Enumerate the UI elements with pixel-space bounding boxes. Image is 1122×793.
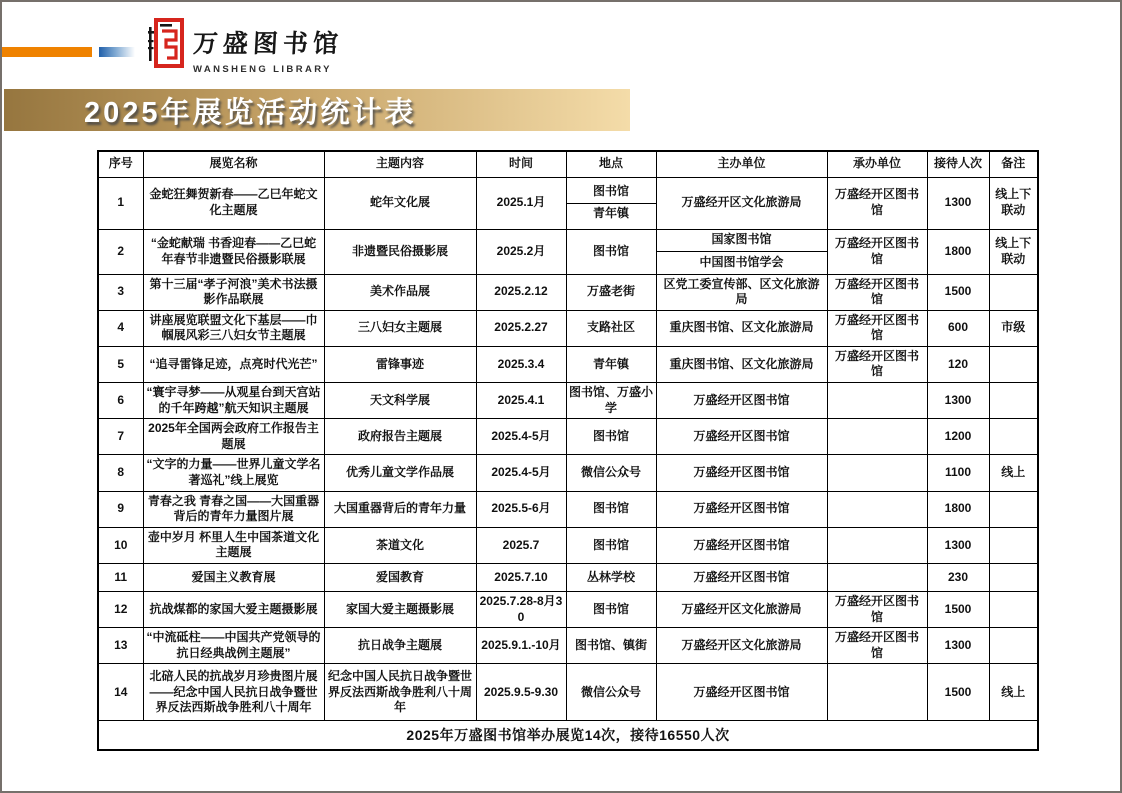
cell-no: 13 <box>98 628 143 664</box>
cell-name: 青春之我 青春之国——大国重器背后的青年力量图片展 <box>143 491 324 527</box>
table-row <box>98 310 1038 346</box>
cell-organizer: 万盛经开区图书馆 <box>827 310 927 346</box>
cell-organizer: 万盛经开区图书馆 <box>827 628 927 664</box>
column-header: 主题内容 <box>324 151 476 177</box>
cell-time: 2025.4-5月 <box>476 419 566 455</box>
cell-theme: 抗日战争主题展 <box>324 628 476 664</box>
cell-theme: 优秀儿童文学作品展 <box>324 455 476 491</box>
column-header: 时间 <box>476 151 566 177</box>
table-row <box>98 177 1038 229</box>
cell-visitors: 1200 <box>927 419 989 455</box>
cell-organizer <box>827 455 927 491</box>
cell-theme: 政府报告主题展 <box>324 419 476 455</box>
cell-host: 区党工委宣传部、区文化旅游局 <box>656 274 827 310</box>
library-seal-icon <box>148 18 184 73</box>
cell-location: 图书馆、镇街 <box>566 628 656 664</box>
cell-location: 万盛老街 <box>566 274 656 310</box>
cell-visitors: 1300 <box>927 383 989 419</box>
cell-location-part: 青年镇 <box>592 206 629 221</box>
cell-visitors: 1500 <box>927 664 989 721</box>
cell-time: 2025.3.4 <box>476 346 566 382</box>
cell-location: 图书馆 <box>566 229 656 274</box>
cell-no: 3 <box>98 274 143 310</box>
library-name-en: WANSHENG LIBRARY <box>193 64 332 75</box>
cell-host: 万盛经开区图书馆 <box>656 455 827 491</box>
cell-no: 6 <box>98 383 143 419</box>
orange-accent-bar <box>2 47 92 57</box>
cell-note: 线上 <box>989 455 1038 491</box>
cell-host: 万盛经开区文化旅游局 <box>656 177 827 229</box>
cell-host: 万盛经开区图书馆 <box>656 564 827 592</box>
cell-host: 重庆图书馆、区文化旅游局 <box>656 310 827 346</box>
cell-note <box>989 527 1038 563</box>
cell-visitors: 1500 <box>927 274 989 310</box>
page-title: 2025年展览活动统计表 <box>84 96 417 129</box>
cell-no: 4 <box>98 310 143 346</box>
cell-note <box>989 419 1038 455</box>
table-row <box>98 383 1038 419</box>
cell-theme: 天文科学展 <box>324 383 476 419</box>
cell-no: 5 <box>98 346 143 382</box>
cell-name: 金蛇狂舞贺新春——乙巳年蛇文化主题展 <box>143 177 324 229</box>
cell-organizer <box>827 564 927 592</box>
cell-location: 支路社区 <box>566 310 656 346</box>
cell-location-part: 图书馆 <box>567 181 656 204</box>
cell-location: 图书馆 <box>566 491 656 527</box>
cell-organizer: 万盛经开区图书馆 <box>827 592 927 628</box>
cell-location: 微信公众号 <box>566 455 656 491</box>
cell-note: 线上 <box>989 664 1038 721</box>
cell-name: “寰宇寻梦——从观星台到天宫站的千年跨越”航天知识主题展 <box>143 383 324 419</box>
cell-theme: 家国大爱主题摄影展 <box>324 592 476 628</box>
cell-no: 2 <box>98 229 143 274</box>
cell-host-part: 国家图书馆 <box>657 230 827 253</box>
cell-host: 万盛经开区图书馆 <box>656 527 827 563</box>
cell-host: 万盛经开区文化旅游局 <box>656 628 827 664</box>
column-header: 主办单位 <box>656 151 827 177</box>
cell-visitors: 1300 <box>927 628 989 664</box>
cell-organizer <box>827 383 927 419</box>
cell-location <box>566 177 656 229</box>
cell-theme: 蛇年文化展 <box>324 177 476 229</box>
cell-time: 2025.2月 <box>476 229 566 274</box>
blue-accent-bar <box>99 47 135 57</box>
cell-time: 2025.7.10 <box>476 564 566 592</box>
cell-host: 万盛经开区图书馆 <box>656 419 827 455</box>
table-header-row <box>98 151 1038 177</box>
cell-note <box>989 346 1038 382</box>
table-footer-row <box>98 721 1038 751</box>
cell-no: 7 <box>98 419 143 455</box>
cell-theme: 雷锋事迹 <box>324 346 476 382</box>
table-row <box>98 527 1038 563</box>
cell-organizer <box>827 664 927 721</box>
cell-name: 爱国主义教育展 <box>143 564 324 592</box>
cell-no: 14 <box>98 664 143 721</box>
column-header: 承办单位 <box>827 151 927 177</box>
table-row <box>98 664 1038 721</box>
cell-location: 图书馆 <box>566 419 656 455</box>
cell-location: 青年镇 <box>566 346 656 382</box>
cell-time: 2025.2.27 <box>476 310 566 346</box>
cell-name: “文字的力量——世界儿童文学名著巡礼”线上展览 <box>143 455 324 491</box>
cell-location: 丛林学校 <box>566 564 656 592</box>
table-footer-summary: 2025年万盛图书馆举办展览14次，接待16550人次 <box>98 721 1038 751</box>
cell-location: 微信公众号 <box>566 664 656 721</box>
cell-theme: 美术作品展 <box>324 274 476 310</box>
cell-time: 2025.4-5月 <box>476 455 566 491</box>
cell-theme: 爱国教育 <box>324 564 476 592</box>
table-row <box>98 628 1038 664</box>
cell-time: 2025.5-6月 <box>476 491 566 527</box>
cell-visitors: 1800 <box>927 491 989 527</box>
column-header: 展览名称 <box>143 151 324 177</box>
cell-host <box>656 229 827 274</box>
cell-name: 讲座展览联盟文化下基层——巾帼展风彩三八妇女节主题展 <box>143 310 324 346</box>
cell-note <box>989 383 1038 419</box>
table-row <box>98 592 1038 628</box>
cell-time: 2025.4.1 <box>476 383 566 419</box>
cell-theme: 茶道文化 <box>324 527 476 563</box>
cell-note <box>989 564 1038 592</box>
cell-name: 2025年全国两会政府工作报告主题展 <box>143 419 324 455</box>
table-row <box>98 564 1038 592</box>
cell-host: 万盛经开区图书馆 <box>656 383 827 419</box>
cell-no: 10 <box>98 527 143 563</box>
cell-name: “追寻雷锋足迹，点亮时代光芒” <box>143 346 324 382</box>
cell-no: 11 <box>98 564 143 592</box>
cell-organizer <box>827 491 927 527</box>
cell-organizer: 万盛经开区图书馆 <box>827 229 927 274</box>
cell-name: 壶中岁月 杯里人生中国茶道文化主题展 <box>143 527 324 563</box>
cell-name: 第十三届“孝子河浪”美术书法摄影作品联展 <box>143 274 324 310</box>
cell-visitors: 1100 <box>927 455 989 491</box>
library-logo <box>148 18 343 75</box>
cell-visitors: 1300 <box>927 527 989 563</box>
cell-name: 北碚人民的抗战岁月珍贵图片展——纪念中国人民抗日战争暨世界反法西斯战争胜利八十周年 <box>143 664 324 721</box>
table-row <box>98 346 1038 382</box>
table-row <box>98 455 1038 491</box>
table-row <box>98 491 1038 527</box>
cell-location: 图书馆、万盛小学 <box>566 383 656 419</box>
cell-visitors: 120 <box>927 346 989 382</box>
cell-visitors: 230 <box>927 564 989 592</box>
cell-no: 12 <box>98 592 143 628</box>
library-name-block <box>193 24 343 75</box>
title-banner <box>4 89 630 131</box>
cell-host: 万盛经开区图书馆 <box>656 664 827 721</box>
cell-visitors: 600 <box>927 310 989 346</box>
column-header: 接待人次 <box>927 151 989 177</box>
cell-note: 线上下联动 <box>989 229 1038 274</box>
cell-note: 线上下联动 <box>989 177 1038 229</box>
library-name-zh: 万盛图书馆 <box>192 29 344 58</box>
table-row <box>98 229 1038 274</box>
cell-time: 2025.2.12 <box>476 274 566 310</box>
cell-note: 市级 <box>989 310 1038 346</box>
column-header: 备注 <box>989 151 1038 177</box>
cell-note <box>989 274 1038 310</box>
cell-note <box>989 491 1038 527</box>
cell-organizer <box>827 419 927 455</box>
cell-time: 2025.7.28-8月30 <box>476 592 566 628</box>
cell-host: 重庆图书馆、区文化旅游局 <box>656 346 827 382</box>
cell-visitors: 1300 <box>927 177 989 229</box>
cell-no: 8 <box>98 455 143 491</box>
cell-host-part: 中国图书馆学会 <box>699 254 784 269</box>
cell-location: 图书馆 <box>566 592 656 628</box>
cell-no: 1 <box>98 177 143 229</box>
cell-name: “金蛇献瑞 书香迎春——乙巳蛇年春节非遗暨民俗摄影联展 <box>143 229 324 274</box>
cell-time: 2025.1月 <box>476 177 566 229</box>
cell-note <box>989 628 1038 664</box>
cell-visitors: 1800 <box>927 229 989 274</box>
cell-organizer: 万盛经开区图书馆 <box>827 274 927 310</box>
cell-time: 2025.7 <box>476 527 566 563</box>
cell-time: 2025.9.5-9.30 <box>476 664 566 721</box>
cell-organizer <box>827 527 927 563</box>
cell-host: 万盛经开区文化旅游局 <box>656 592 827 628</box>
cell-no: 9 <box>98 491 143 527</box>
cell-theme: 非遗暨民俗摄影展 <box>324 229 476 274</box>
cell-host: 万盛经开区图书馆 <box>656 491 827 527</box>
cell-visitors: 1500 <box>927 592 989 628</box>
cell-theme: 三八妇女主题展 <box>324 310 476 346</box>
cell-location: 图书馆 <box>566 527 656 563</box>
cell-theme: 纪念中国人民抗日战争暨世界反法西斯战争胜利八十周年 <box>324 664 476 721</box>
column-header: 序号 <box>98 151 143 177</box>
cell-name: “中流砥柱——中国共产党领导的抗日经典战例主题展” <box>143 628 324 664</box>
table-body <box>98 177 1038 750</box>
cell-note <box>989 592 1038 628</box>
cell-organizer: 万盛经开区图书馆 <box>827 346 927 382</box>
cell-organizer: 万盛经开区图书馆 <box>827 177 927 229</box>
table-row <box>98 419 1038 455</box>
column-header: 地点 <box>566 151 656 177</box>
exhibition-stats-table <box>97 150 1039 751</box>
cell-time: 2025.9.1.-10月 <box>476 628 566 664</box>
table-row <box>98 274 1038 310</box>
cell-name: 抗战煤都的家国大爱主题摄影展 <box>143 592 324 628</box>
cell-theme: 大国重器背后的青年力量 <box>324 491 476 527</box>
